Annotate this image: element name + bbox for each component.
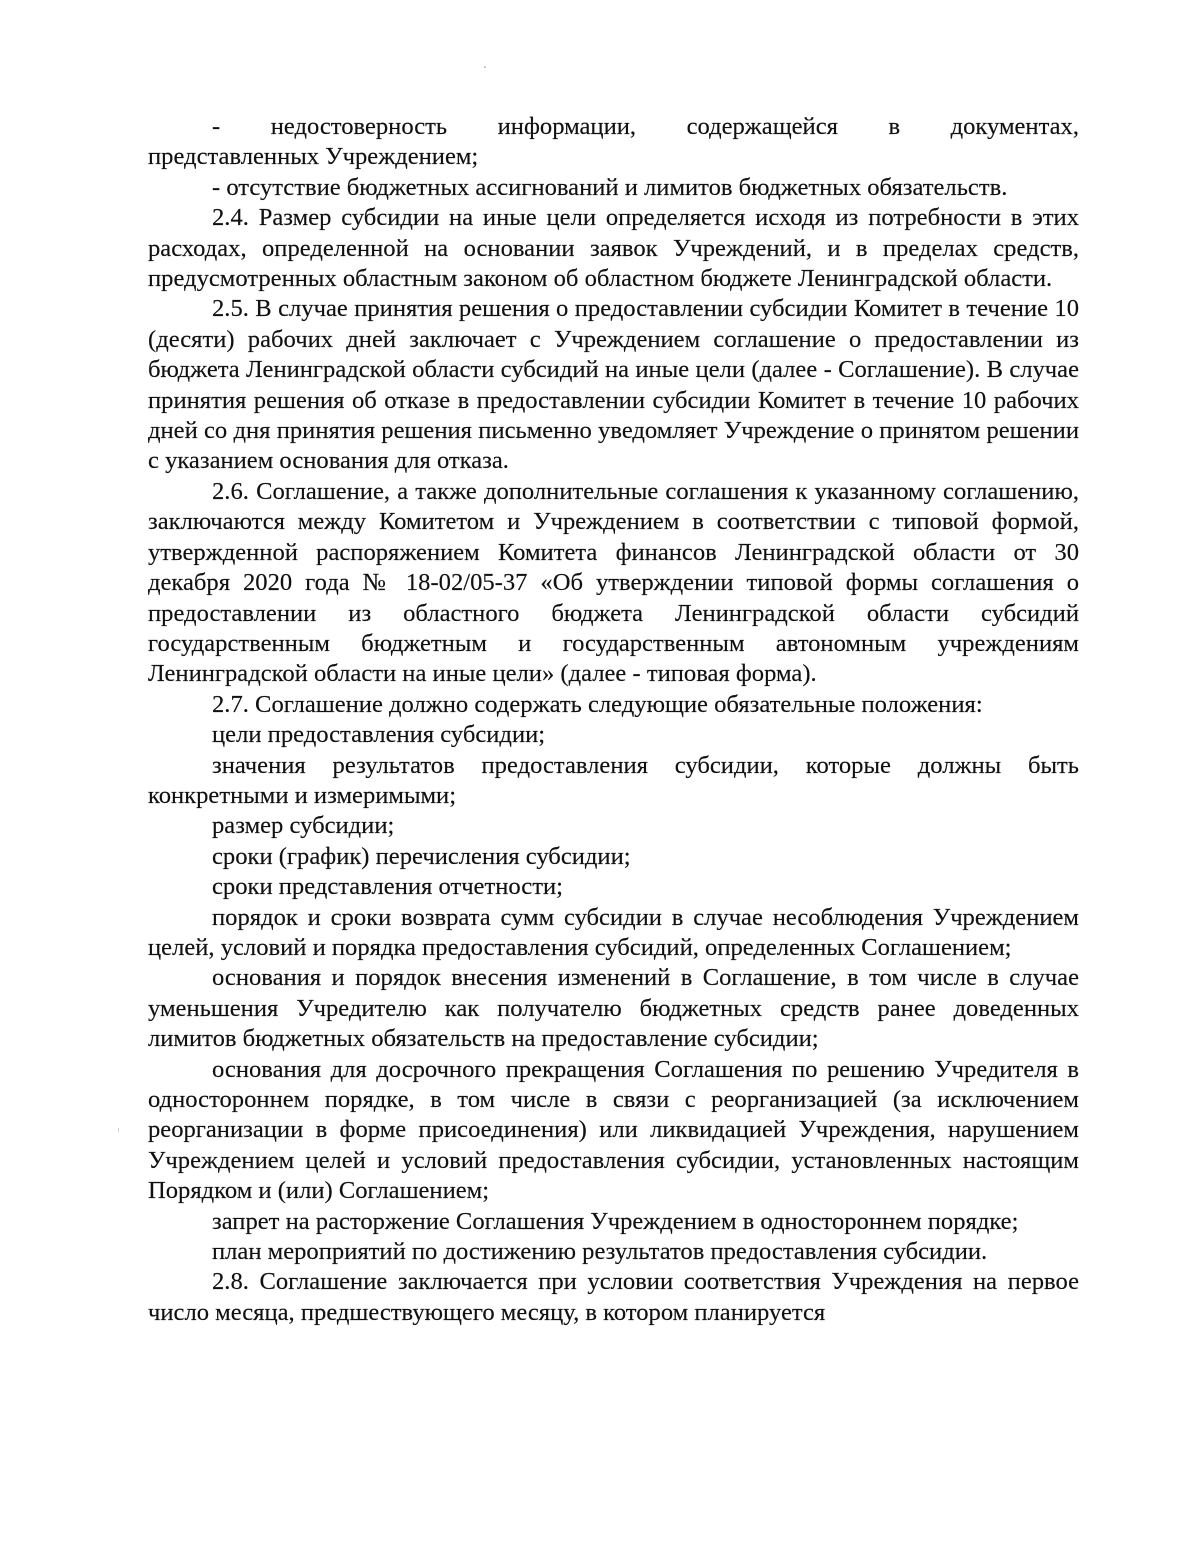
list-item-action-plan: план мероприятий по достижению результатов предоставления субсидии. xyxy=(212,1238,988,1266)
list-item-reporting-deadlines: сроки представления отчетности; xyxy=(212,873,563,901)
document-body xyxy=(148,112,1079,1328)
paragraph-2-5-agreement-conclusion: 2.5. В случае принятия решения о предоставлении субсидии Комитет в течение 10 (десяти) рабочих дней заключает с Учреждением соглашение о предоставлении из бюджета Ленинградской области субсидий на иные цели (далее - Соглашение). В случае принятия решения об отказе в предоставлении субсидии Комитет в течение 10 рабочих дней со дня принятия решения письменно уведомляет Учреждение о принятом решении с указанием основания для отказа. xyxy=(148,295,1079,475)
list-item-unilateral-termination-ban: запрет на расторжение Соглашения Учреждением в одностороннем порядке; xyxy=(212,1207,1019,1235)
paragraph-unreliable-info: - недостоверность информации, содержащейся в документах, представленных Учреждением; xyxy=(148,113,1079,171)
paragraph-no-budget-allocations: - отсутствие бюджетных ассигнований и лимитов бюджетных обязательств. xyxy=(212,173,1008,201)
scan-mark xyxy=(118,1128,119,1132)
list-item-subsidy-size: размер субсидии; xyxy=(212,812,395,840)
paragraph-2-6-standard-form: 2.6. Соглашение, а также дополнительные соглашения к указанному соглашению, заключаются между Комитетом и Учреждением в соответствии с типовой формой, утвержденной распоряжением Комитета финансов Ленинградской области от 30 декабря 2020 года № 18-02/05-37 «Об утверждении типовой формы соглашения о предоставлении из областного бюджета Ленинградской области субсидий государственным бюджетным и государственным автономным учреждениям Ленинградской области на иные цели» (далее - типовая форма). xyxy=(148,477,1079,688)
list-item-refund-procedure: порядок и сроки возврата сумм субсидии в случае несоблюдения Учреждением целей, условий и порядка предоставления субсидий, определенных Соглашением; xyxy=(148,903,1079,961)
list-item-early-termination: основания для досрочного прекращения Соглашения по решению Учредителя в одностороннем порядке, в том числе в связи с реорганизацией (за исключением реорганизации в форме присоединения) или ликвидацией Учреждения, нарушением Учреждением целей и условий предоставления субсидии, установленных настоящим Порядком и (или) Соглашением; xyxy=(148,1055,1079,1205)
paragraph-2-7-mandatory-provisions: 2.7. Соглашение должно содержать следующие обязательные положения: xyxy=(212,690,983,718)
list-item-result-values: значения результатов предоставления субсидии, которые должны быть конкретными и измеримыми; xyxy=(148,751,1079,809)
list-item-amendment-grounds: основания и порядок внесения изменений в Соглашение, в том числе в случае уменьшения Учредителю как получателю бюджетных средств ранее доведенных лимитов бюджетных обязательств на предоставление субсидии; xyxy=(148,964,1079,1053)
scan-speck xyxy=(484,66,486,68)
paragraph-2-8-agreement-conditions: 2.8. Соглашение заключается при условии соответствия Учреждения на первое число месяца, предшествующего месяцу, в котором планируется xyxy=(148,1268,1079,1326)
list-item-transfer-schedule: сроки (график) перечисления субсидии; xyxy=(212,842,631,870)
list-item-goals: цели предоставления субсидии; xyxy=(212,721,546,749)
paragraph-2-4-subsidy-size: 2.4. Размер субсидии на иные цели определяется исходя из потребности в этих расходах, определенной на основании заявок Учреждений, и в пределах средств, предусмотренных областным законом об областном бюджете Ленинградской области. xyxy=(148,204,1079,293)
